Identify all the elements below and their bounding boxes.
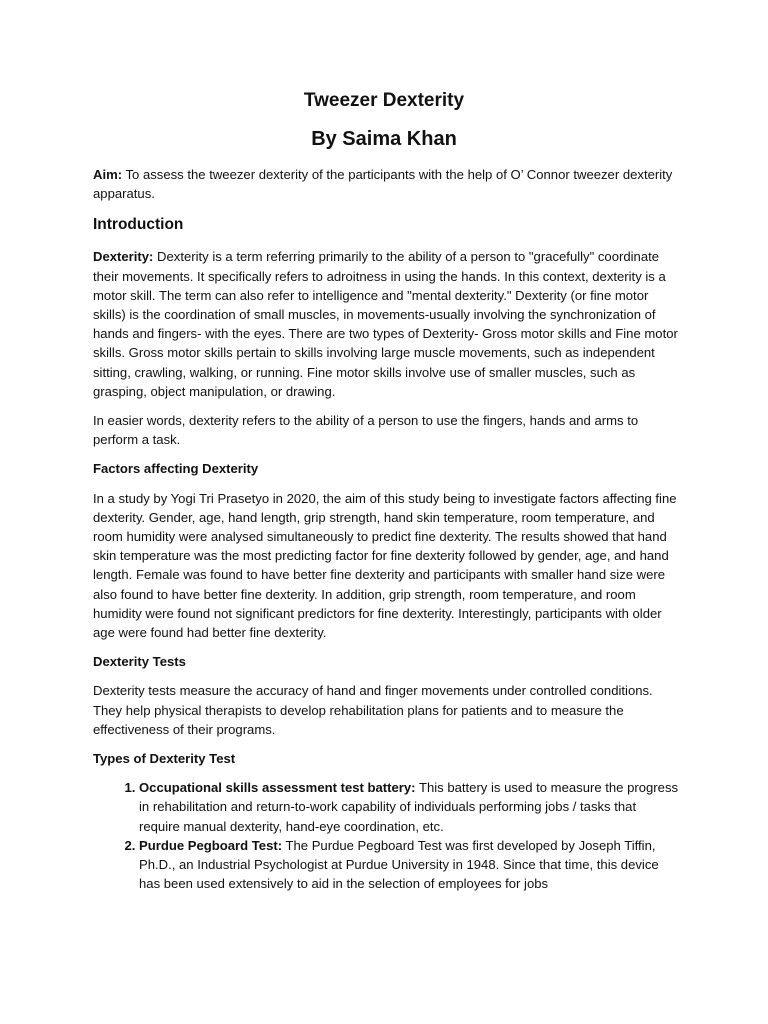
types-heading: Types of Dexterity Test <box>93 751 236 767</box>
dexterity-label: Dexterity: <box>93 249 154 265</box>
document-author: By Saima Khan <box>311 128 457 150</box>
dexterity-text: Dexterity is a term referring primarily to the ability of a person to "gracefully" coordinate their movements. It specifically refers to adroitness in using the hands. In this context, dexterity is a motor skill. The term can also refer to intelligence and "mental dexterity." Dexterity (or fine motor skills) is the coordination of small muscles, in movements-usually involving the synchronization of hands and fingers- with the eyes. There are two types of Dexterity- Gross motor skills and Fine motor skills. Gross motor skills pertain to skills involving large muscle movements, such as independent sitting, crawling, walking, or running. Fine motor skills involve use of smaller muscles, such as grasping, object manipulation, or drawing. <box>93 249 678 399</box>
list-item-label: Purdue Pegboard Test: <box>139 837 283 853</box>
list-item-label: Occupational skills assessment test battery: <box>139 780 416 796</box>
list-item <box>139 778 679 836</box>
easier-words-paragraph: In easier words, dexterity refers to the ability of a person to use the fingers, hands and arms to perform a task. <box>93 413 639 448</box>
aim-label: Aim: <box>93 167 123 182</box>
introduction-heading: Introduction <box>93 216 184 234</box>
factors-heading: Factors affecting Dexterity <box>93 461 259 477</box>
list-item-text: The Purdue Pegboard Test was first developed by Joseph Tiffin, Ph.D., an Industrial Psychologist at Purdue University in 1948. Since that time, this device has been used extensively to aid in the selection of employees for jobs <box>139 837 659 892</box>
tests-heading: Dexterity Tests <box>93 654 186 670</box>
aim-text: To assess the tweezer dexterity of the participants with the help of O’ Connor tweezer dexterity apparatus. <box>93 167 673 202</box>
list-item-text: This battery is used to measure the progress in rehabilitation and return-to-work capability of individuals performing jobs / tasks that require manual dexterity, hand-eye coordination, etc. <box>139 780 679 834</box>
dexterity-paragraph <box>93 247 679 401</box>
types-list <box>93 778 679 893</box>
tests-paragraph: Dexterity tests measure the accuracy of hand and finger movements under controlled conditions. They help physical therapists to develop rehabilitation plans for patients and to measure the effectiveness of their programs. <box>93 683 653 737</box>
document-body <box>93 165 679 894</box>
aim-paragraph <box>93 165 679 203</box>
document-title: Tweezer Dexterity <box>303 90 465 111</box>
list-item <box>139 836 679 894</box>
factors-paragraph: In a study by Yogi Tri Prasetyo in 2020, the aim of this study being to investigate factors affecting fine dexterity. Gender, age, hand length, grip strength, hand skin temperature, room temperature, and room humidity were analysed simultaneously to predict fine dexterity. The results showed that hand skin temperature was the most predicting factor for fine dexterity followed by gender, age, and hand length. Female was found to have better fine dexterity and participants with smaller hand size were also found to have better fine dexterity. In addition, grip strength, room temperature, and room humidity were found not significant predictors for fine dexterity. Interestingly, participants with older age were found had better fine dexterity. <box>93 490 677 641</box>
